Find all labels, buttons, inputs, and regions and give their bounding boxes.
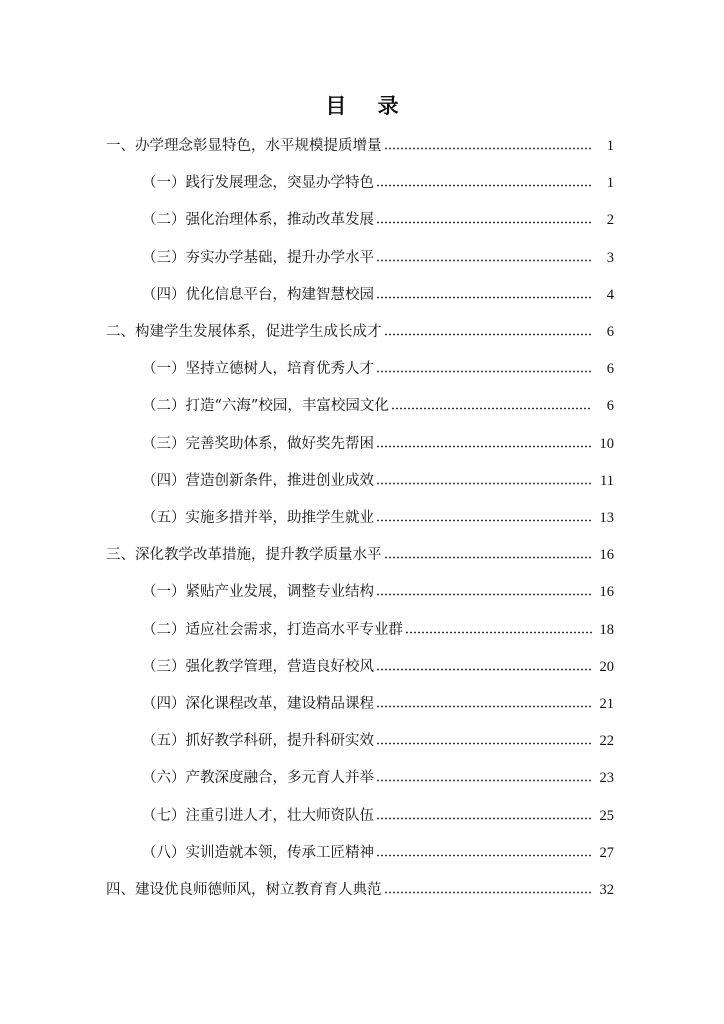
toc-entry-label: （八）实训造就本领，传承工匠精神 (142, 844, 374, 861)
toc-dot-leader (376, 815, 592, 822)
toc-page-number: 22 (599, 733, 614, 750)
toc-page-number: 1 (606, 175, 614, 192)
toc-section-entry[interactable] (0, 766, 724, 790)
toc-dot-leader (376, 777, 592, 784)
toc-section-entry[interactable] (0, 283, 724, 307)
toc-dot-leader (376, 740, 592, 747)
toc-chapter-entry[interactable] (0, 134, 724, 158)
toc-page-number: 16 (599, 547, 614, 564)
toc-entry-label: （二）适应社会需求，打造高水平专业群 (142, 621, 403, 638)
toc-page-number: 21 (599, 696, 614, 712)
toc-page-number: 11 (600, 472, 614, 489)
toc-entry-label: （四）优化信息平台，构建智慧校园 (142, 286, 374, 303)
toc-page-number: 6 (606, 398, 614, 415)
toc-section-entry[interactable] (0, 618, 724, 642)
toc-chapter-entry[interactable] (0, 543, 724, 567)
toc-chapter-entry[interactable] (0, 878, 724, 902)
toc-section-entry[interactable] (0, 655, 724, 679)
toc-dot-leader (376, 666, 592, 673)
toc-entry-label: （二）打造“六海”校园，丰富校园文化 (142, 398, 389, 415)
toc-section-entry[interactable] (0, 246, 724, 270)
toc-section-entry[interactable] (0, 208, 724, 232)
toc-page-number: 1 (606, 138, 614, 154)
toc-section-entry[interactable] (0, 692, 724, 716)
toc-entry-label: （三）强化教学管理，营造良好校风 (142, 658, 374, 675)
toc-dot-leader (376, 219, 592, 226)
toc-section-entry[interactable] (0, 171, 724, 195)
toc-section-entry[interactable] (0, 506, 724, 530)
toc-page-number: 20 (599, 658, 614, 675)
toc-dot-leader (384, 331, 593, 338)
toc-entry-label: 四、建设优良师德师风，树立教育育人典范 (106, 882, 382, 898)
toc-entry-label: （五）实施多措并举，助推学生就业 (142, 510, 374, 526)
toc-page-number: 23 (599, 770, 614, 787)
toc-dot-leader (376, 257, 592, 264)
toc-section-entry[interactable] (0, 357, 724, 381)
toc-section-entry[interactable] (0, 580, 724, 604)
toc-dot-leader (384, 145, 593, 152)
toc-section-entry[interactable] (0, 432, 724, 456)
toc-dot-leader (376, 182, 592, 189)
toc-page-number: 13 (599, 510, 614, 526)
toc-entry-label: （四）深化课程改革，建设精品课程 (142, 696, 374, 712)
toc-section-entry[interactable] (0, 394, 724, 418)
toc-dot-leader (405, 629, 592, 636)
toc-page-number: 27 (599, 844, 614, 861)
toc-page-number: 18 (599, 621, 614, 638)
toc-dot-leader (391, 405, 592, 412)
toc-dot-leader (384, 554, 593, 561)
toc-dot-leader (376, 443, 592, 450)
toc-chapter-entry[interactable] (0, 320, 724, 344)
toc-section-entry[interactable] (0, 469, 724, 493)
table-of-contents (0, 130, 724, 930)
toc-entry-label: （三）夯实办学基础，提升办学水平 (142, 249, 374, 266)
toc-entry-label: 二、构建学生发展体系，促进学生成长成才 (106, 324, 382, 340)
toc-dot-leader (376, 294, 592, 301)
toc-section-entry[interactable] (0, 841, 724, 865)
toc-dot-leader (376, 480, 592, 487)
toc-entry-label: （四）营造创新条件，推进创业成效 (142, 472, 374, 489)
toc-dot-leader (376, 368, 592, 375)
toc-dot-leader (376, 591, 592, 598)
toc-page-number: 3 (606, 249, 614, 266)
toc-section-entry[interactable] (0, 729, 724, 753)
toc-page-number: 25 (599, 807, 614, 824)
toc-section-entry[interactable] (0, 804, 724, 828)
toc-entry-label: （六）产教深度融合，多元育人并举 (142, 770, 374, 787)
page-title: 目 录 (325, 94, 411, 118)
toc-entry-label: 一、办学理念彰显特色，水平规模提质增量 (106, 138, 382, 154)
toc-dot-leader (376, 517, 592, 524)
toc-entry-label: 三、深化教学改革措施，提升教学质量水平 (106, 547, 382, 564)
toc-entry-label: （三）完善奖助体系，做好奖先帮困 (142, 435, 374, 452)
toc-dot-leader (384, 889, 593, 896)
toc-entry-label: （五）抓好教学科研，提升科研实效 (142, 733, 374, 750)
toc-page-number: 2 (606, 212, 614, 229)
toc-entry-label: （一）紧贴产业发展，调整专业结构 (142, 584, 374, 601)
toc-entry-label: （一）坚持立德树人，培育优秀人才 (142, 361, 374, 378)
toc-page-number: 32 (599, 882, 614, 898)
toc-page-number: 6 (606, 324, 614, 340)
toc-dot-leader (376, 852, 592, 859)
toc-entry-label: （二）强化治理体系，推动改革发展 (142, 212, 374, 229)
toc-page-number: 4 (606, 286, 614, 303)
toc-page-number: 10 (599, 435, 614, 452)
toc-entry-label: （七）注重引进人才，壮大师资队伍 (142, 807, 374, 824)
toc-entry-label: （一）践行发展理念，突显办学特色 (142, 175, 374, 192)
toc-page-number: 16 (599, 584, 614, 601)
toc-page-number: 6 (606, 361, 614, 378)
toc-dot-leader (376, 703, 592, 710)
